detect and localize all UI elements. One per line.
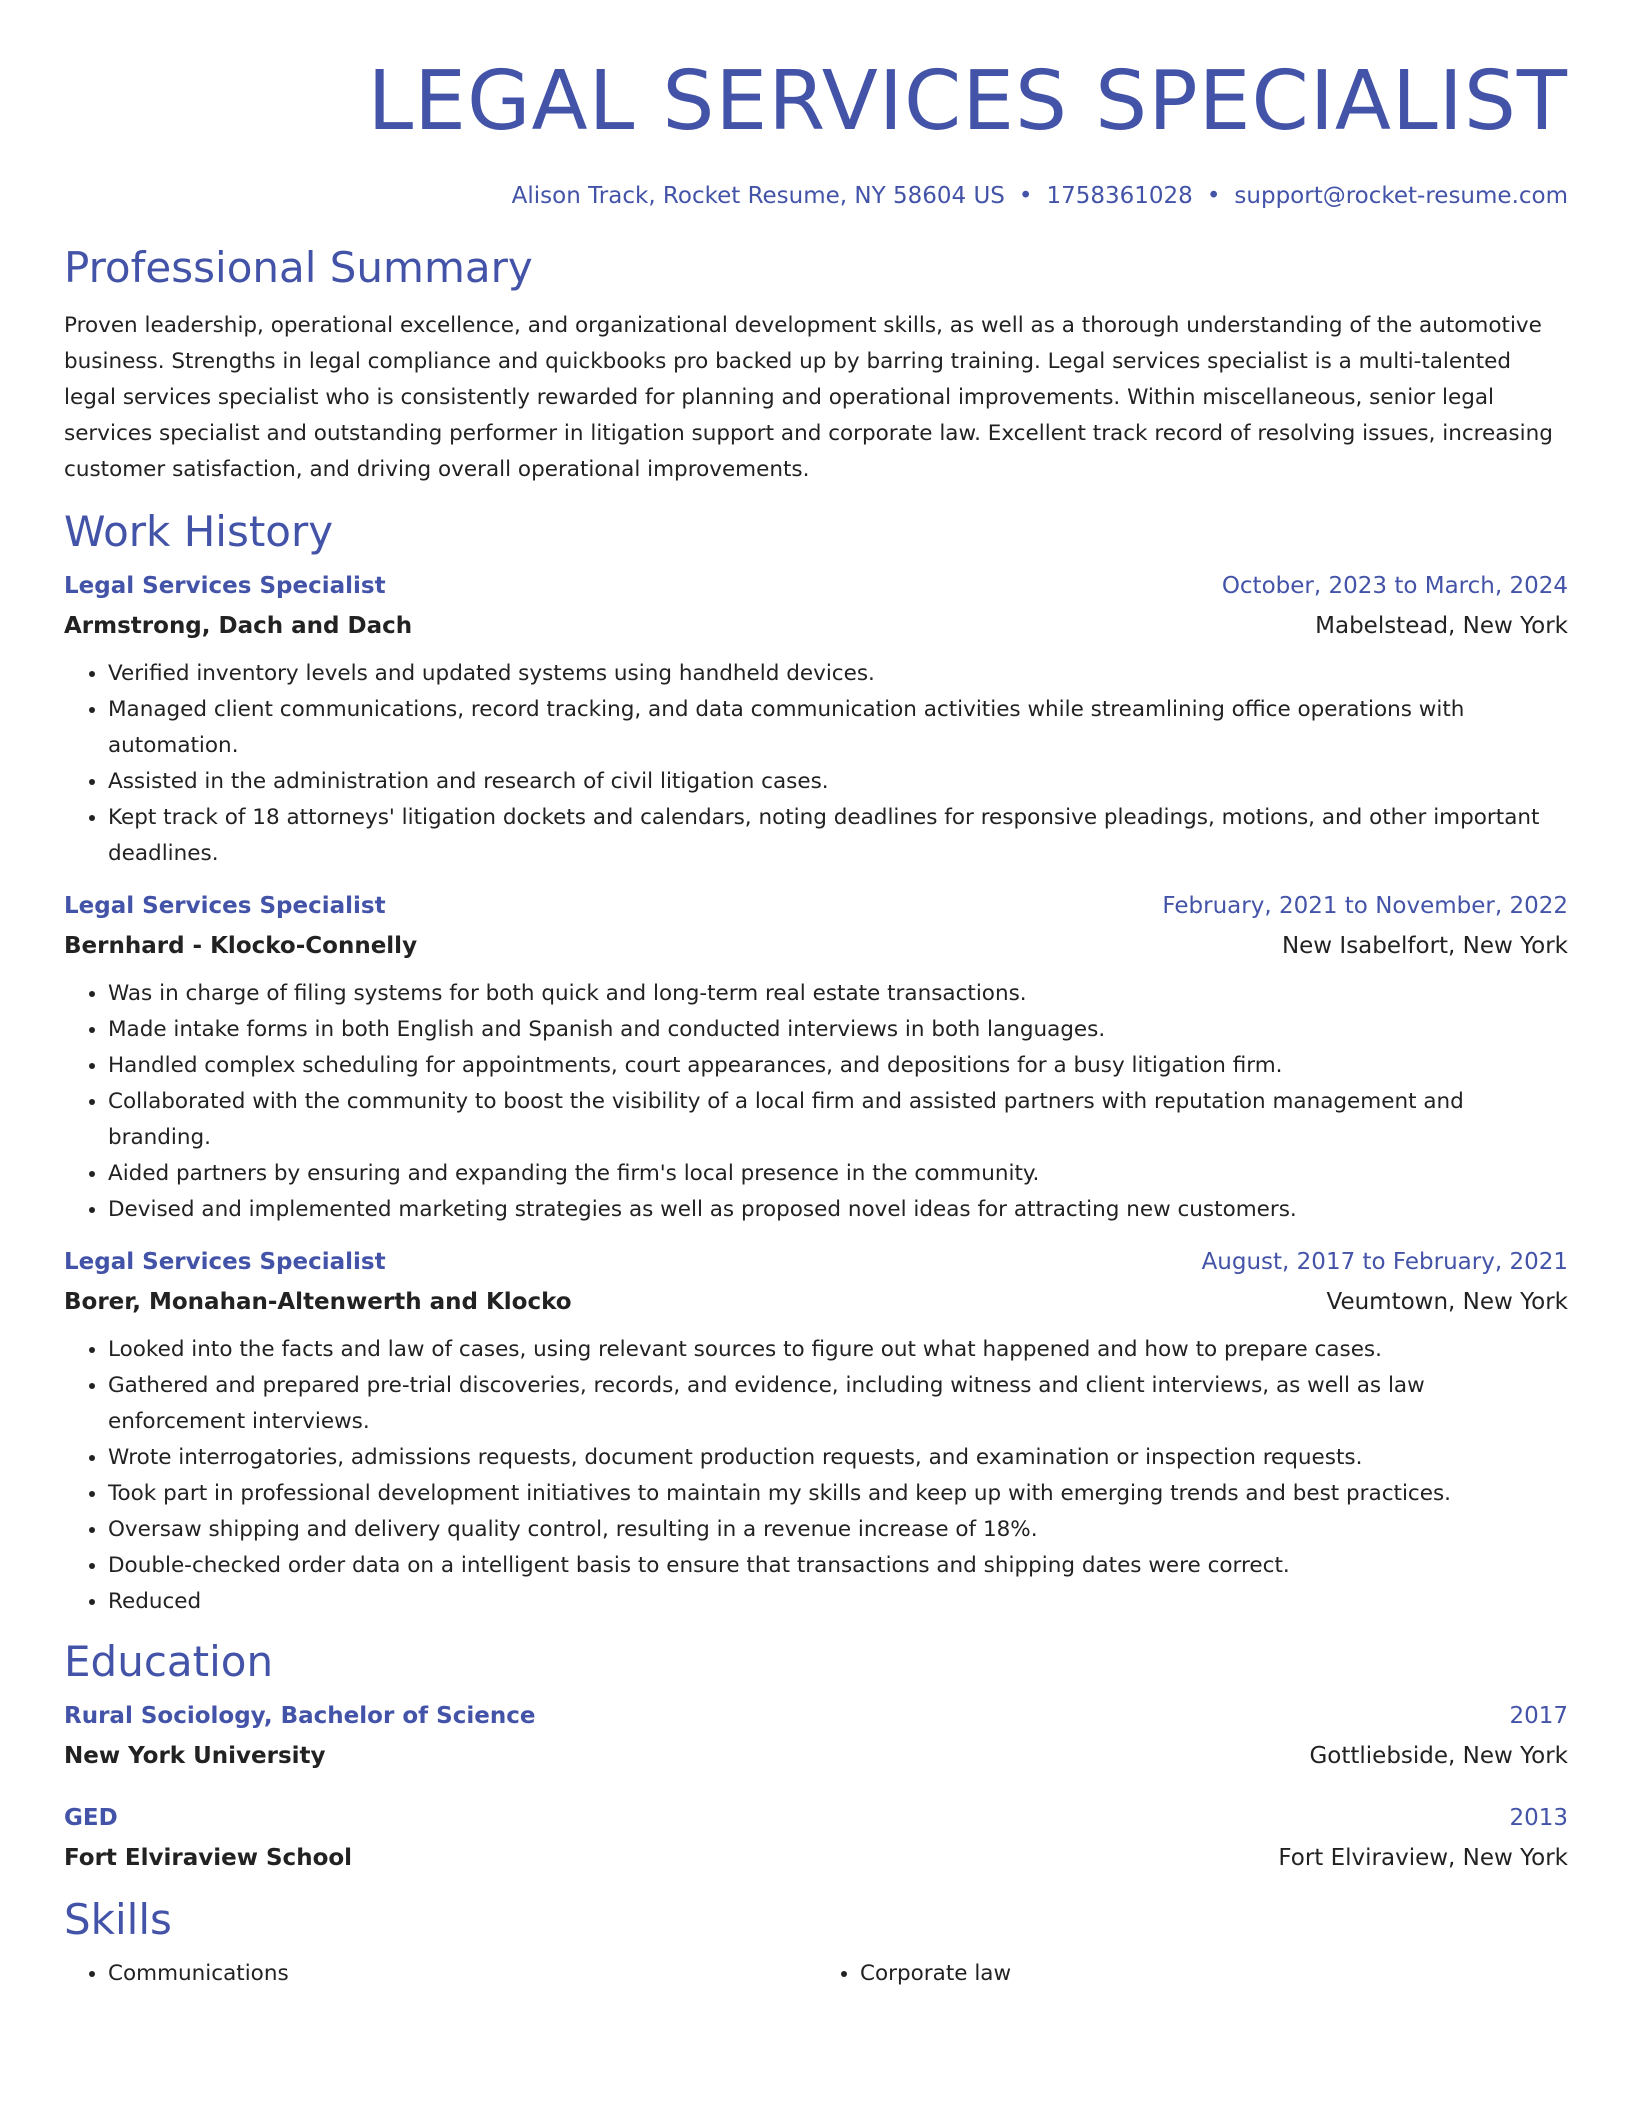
job-title: Legal Services Specialist: [64, 573, 386, 599]
education-entry: [64, 1696, 1568, 1776]
school-location: Gottliebside, New York: [1309, 1743, 1568, 1769]
contact-separator: •: [1206, 183, 1221, 209]
degree-name: GED: [64, 1805, 118, 1831]
job-bullet: • Reduced: [108, 1584, 1568, 1620]
school-name: New York University: [64, 1743, 326, 1769]
job-bullet: • Assisted in the administration and research of civil litigation cases.: [108, 764, 1568, 800]
education-section: [64, 1634, 1568, 1878]
contact-separator: •: [1018, 183, 1033, 209]
job-bullet: • Looked into the facts and law of cases, using relevant sources to figure out what happened and how to prepare cases.: [108, 1332, 1568, 1368]
job-bullet: • Gathered and prepared pre-trial discoveries, records, and evidence, including witness and client interviews, as well as law enforcement interviews.: [108, 1368, 1568, 1440]
job-entry: [64, 1242, 1568, 1620]
contact-address: Alison Track, Rocket Resume, NY 58604 US: [511, 183, 1005, 209]
work-heading: Work History: [64, 507, 334, 556]
job-location: Mabelstead, New York: [1315, 613, 1568, 639]
job-employer: Armstrong, Dach and Dach: [64, 613, 413, 639]
job-dates: August, 2017 to February, 2021: [1201, 1249, 1568, 1275]
education-entry: [64, 1798, 1568, 1878]
skill-item: • Communications: [108, 1956, 816, 1992]
job-bullet: • Made intake forms in both English and Spanish and conducted interviews in both languages.: [108, 1012, 1568, 1048]
skills-list-left: [64, 1956, 816, 1992]
contact-email[interactable]: support@rocket-resume.com: [1234, 183, 1568, 209]
job-dates: October, 2023 to March, 2024: [1221, 573, 1568, 599]
job-bullet: • Devised and implemented marketing strategies as well as proposed novel ideas for attracting new customers.: [108, 1192, 1568, 1228]
job-bullet: • Managed client communications, record tracking, and data communication activities while streamlining office operations with automation.: [108, 692, 1568, 764]
job-bullet: • Kept track of 18 attorneys' litigation dockets and calendars, noting deadlines for responsive pleadings, motions, and other important deadlines.: [108, 800, 1568, 872]
job-dates: February, 2021 to November, 2022: [1162, 893, 1568, 919]
skills-section: [64, 1892, 1568, 1992]
job-title: Legal Services Specialist: [64, 1249, 386, 1275]
skills-list-right: [816, 1956, 1568, 1992]
job-bullet: • Oversaw shipping and delivery quality control, resulting in a revenue increase of 18%.: [108, 1512, 1568, 1548]
contact-phone: 1758361028: [1046, 183, 1193, 209]
resume-title: LEGAL SERVICES SPECIALIST: [367, 54, 1568, 149]
job-bullet: • Wrote interrogatories, admissions requests, document production requests, and examination or inspection requests.: [108, 1440, 1568, 1476]
job-bullets: [64, 976, 1568, 1228]
education-heading: Education: [64, 1637, 274, 1686]
degree-name: Rural Sociology, Bachelor of Science: [64, 1703, 536, 1729]
job-bullets: [64, 1332, 1568, 1620]
job-location: New Isabelfort, New York: [1281, 933, 1568, 959]
summary-heading: Professional Summary: [64, 243, 533, 292]
graduation-year: 2013: [1509, 1805, 1568, 1831]
job-bullet: • Was in charge of filing systems for both quick and long-term real estate transactions.: [108, 976, 1568, 1012]
job-bullet: • Took part in professional development initiatives to maintain my skills and keep up with emerging trends and best practices.: [108, 1476, 1568, 1512]
summary-text: Proven leadership, operational excellence, and organizational development skills, as well as a thorough understanding of the automotive business. Strengths in legal compliance and quickbooks pro backed up by barring training. Legal services specialist is a multi-talented legal services specialist who is consistently rewarded for planning and operational improvements. Within miscellaneous, senior legal services specialist and outstanding performer in litigation support and corporate law. Excellent track record of resolving issues, increasing customer satisfaction, and driving overall operational improvements.: [64, 313, 1553, 482]
school-location: Fort Elviraview, New York: [1278, 1845, 1568, 1871]
job-bullet: • Double-checked order data on a intelligent basis to ensure that transactions and shipping dates were correct.: [108, 1548, 1568, 1584]
job-title: Legal Services Specialist: [64, 893, 386, 919]
job-bullet: • Collaborated with the community to boost the visibility of a local firm and assisted partners with reputation management and branding.: [108, 1084, 1568, 1156]
skills-grid: [64, 1956, 1568, 1992]
job-employer: Borer, Monahan-Altenwerth and Klocko: [64, 1289, 572, 1315]
job-entry: [64, 566, 1568, 872]
job-employer: Bernhard - Klocko-Connelly: [64, 933, 418, 959]
school-name: Fort Elviraview School: [64, 1845, 353, 1871]
work-section: [64, 504, 1568, 1620]
contact-line: [64, 180, 1568, 212]
job-bullet: • Handled complex scheduling for appointments, court appearances, and depositions for a busy litigation firm.: [108, 1048, 1568, 1084]
job-entry: [64, 886, 1568, 1228]
summary-section: [64, 240, 1568, 488]
job-location: Veumtown, New York: [1326, 1289, 1568, 1315]
skills-heading: Skills: [64, 1895, 172, 1944]
job-bullets: [64, 656, 1568, 872]
job-bullet: • Aided partners by ensuring and expanding the firm's local presence in the community.: [108, 1156, 1568, 1192]
job-bullet: • Verified inventory levels and updated systems using handheld devices.: [108, 656, 1568, 692]
graduation-year: 2017: [1509, 1703, 1568, 1729]
skill-item: • Corporate law: [860, 1956, 1568, 1992]
